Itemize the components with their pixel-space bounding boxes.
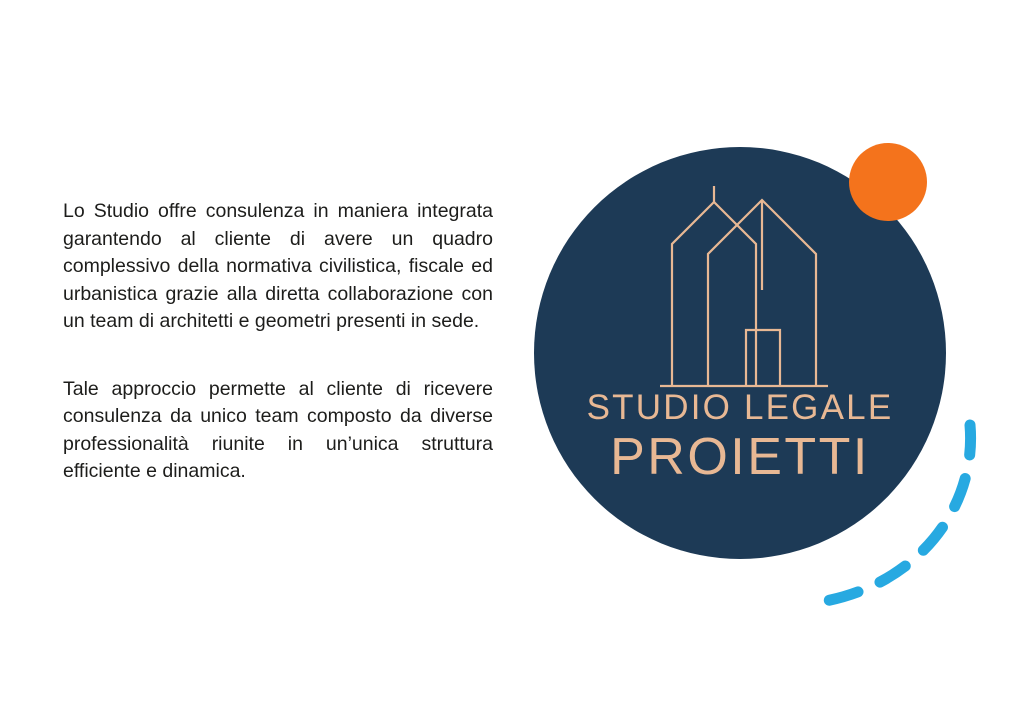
orange-accent-dot: [849, 143, 927, 221]
logo-line-2: PROIETTI: [610, 428, 870, 486]
logo-line-1: STUDIO LEGALE: [586, 388, 894, 427]
house-outline-icon: [650, 158, 840, 388]
logo-wordmark: [520, 388, 960, 486]
logo-block: [520, 120, 990, 620]
paragraph-2: Tale approccio permette al cliente di ricevere consulenza da unico team composto da diverse professionalità riunite in un’unica struttura efficiente e dinamica.: [63, 377, 493, 482]
text-column: [63, 198, 493, 486]
paragraph-1: Lo Studio offre consulenza in maniera integrata garantendo al cliente di avere un quadro complessivo della normativa civilistica, fiscale ed urbanistica grazie alla diretta collaborazione con un team di architetti e geometri presenti in sede.: [63, 200, 493, 332]
